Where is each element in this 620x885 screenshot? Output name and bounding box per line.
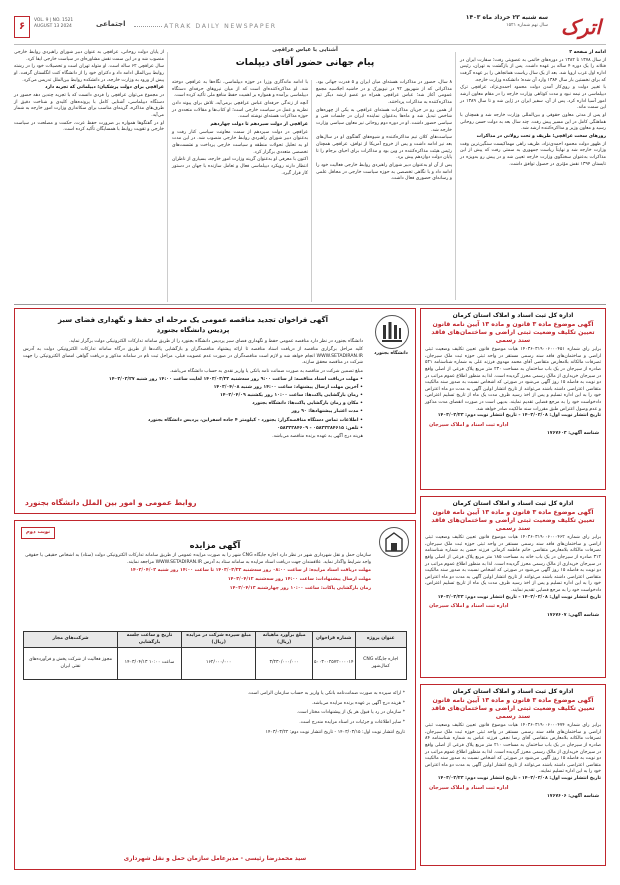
article-headline: پیام جهانی حضور آقای دیپلمات [235, 57, 375, 68]
auction-line: زمان بازگشایی پاکات: ساعت ۱۰:۰۰ روز چهارشنبه ۱۴۰۳/۰۴/۱۳ [229, 585, 371, 591]
table-header-cell: شرکت‌های مجاز [24, 632, 118, 648]
auction-notes [21, 691, 409, 739]
article-paragraph: از همین رو در جریان مذاکرات هسته‌ای عراقچی به یکی از چهره‌های شاخص تبدیل شد و ماه‌ها به‌عنوان نماینده ایران در جلسات فنی و سیاسی حضور داشت. او در دوره دوم روحانی نیز معاون سیاسی وزارت خارجه شد. [316, 107, 452, 133]
auction-signature: سید محمدرضا رئیسی - مدیرعامل سازمان حمل و نقل شهرداری [123, 855, 307, 862]
article-paragraph: با تغییر دولت و روی‌کار آمدن دولت محمود احمدی‌نژاد، عراقچی ترک دیپلماسی در نیمه نبود و مدت کوتاهی وزارت خارجه را در مقام معاون ارشد امور آسیا اداره کرد. پس از آن، سفیر ایران در ژاپن شد و تا سال ۱۳۸۹ در این سمت ماند. [460, 85, 607, 111]
article-paragraph: از پایان دولت روحانی، عراقچی به عنوان دبیر شورای راهبردی روابط خارجی منصوب شد و در این سمت نقش مشاوره‌ای در سیاست خارجی ایفا کرد. [14, 50, 164, 62]
table-cell: اجاره جایگاه CNG کمال‌شهر [355, 648, 407, 680]
auction-title: آگهی مزایده [189, 540, 241, 550]
article-paragraph: در مجموع می‌توان عراقچی را فردی دانست که با تجربه چندین دهه حضور در دستگاه دیپلماسی، آشنایی کامل با پرونده‌های کلیدی و شناخت دقیق از طرف‌های مذاکره، گزینه‌ای مناسب برای سکانداری وزارت امور خارجه به شمار می‌آید. [14, 92, 164, 118]
volume-date: AUGUST 13 2024 [34, 23, 72, 29]
article-header [200, 47, 410, 70]
article-column-2 [316, 80, 452, 302]
issue-date [466, 14, 548, 29]
tender-line: • زمان بازگشایی پاکت‌ها: ساعت ۱۰:۰۰ روز یکشنبه ۱۴۰۳/۰۴/۰۹ [219, 393, 363, 399]
auction-line: سازمان حمل و نقل شهرداری شهر در نظر دارد اجاره جایگاه CNG شهر را به صورت مزایده عمومی از طریق سامانه تدارکات الکترونیکی دولت (ستاد) به اشخاص حقیقی یا حقوقی واجد شرایط واگذار نماید. علاقمندان جهت دریافت اسناد مزایده به سامانه ستاد به آدرس WWW.SETADIRAN.IR مراجعه نمایند. [25, 553, 371, 565]
auction-line: مهلت دریافت اسناد مزایده: از ساعت ۰۸:۰۰ روز سه‌شنبه ۱۴۰۳/۰۳/۲۲ تا ساعت ۱۴:۰۰ روز شنبه ۱۴۰۳/۰۴/۰۲ [130, 568, 371, 574]
column-divider [311, 80, 312, 302]
auction-note: تاریخ انتشار نوبت اول: ۱۴۰۳/۰۳/۱۵ - تاریخ انتشار نوبت دوم: ۱۴۰۳/۰۳/۲۲ [265, 729, 405, 735]
article-subheading: ادامه از صفحه ۲ [569, 50, 606, 55]
notice-signer: اداره ثبت اسناد و املاک سیرجان [429, 422, 509, 429]
article-column-4 [14, 50, 164, 300]
tender-title: آگهی فراخوان تجدید مناقصه عمومی یک مرحله ای حفظ و نگهداری فضای سبز [58, 316, 328, 324]
notice-subtitle: آگهی موضوع ماده ۳ قانون و ماده ۱۳ آیین نامه قانون تعیین تکلیف وضعیت ثبتی اراضی و ساختمان‌های فاقد سند رسمی [431, 320, 595, 344]
tender-line: • آخرین مهلت ارسال پیشنهاد: ساعت ۱۴:۰۰ روز شنبه ۱۴۰۳/۰۴/۰۸ [213, 384, 363, 390]
notice-signer: اداره ثبت اسناد و املاک سیرجان [429, 603, 509, 610]
tender-line: هزینه درج آگهی به عهده برنده مناقصه می‌باشد. [272, 433, 363, 439]
registration-notice [420, 496, 606, 678]
notice-dates: تاریخ انتشار نوبت اول: ۱۴۰۳/۰۳/۰۸ - تاریخ انتشار نوبت دوم: ۱۴۰۳/۰۳/۲۳ [437, 776, 601, 782]
tender-signature: روابط عمومی و امور بین الملل دانشگاه بجنورد [25, 498, 197, 508]
notice-body: برابر رای شماره ۱۴۰۳۶۰۳۱۹۰۰۶۰۰۰۴۵۱ هیات موضوع قانون تعیین تکلیف وضعیت ثبتی اراضی و ساختمان‌های فاقد سند رسمی مستقر در واحد ثبتی حوزه ثبت ملک سیرجان، تصرفات مالکانه بلامعارض متقاضی آقای محمد مهدوی فرزند علی به شماره شناسنامه ۵۲۱ صادره از سیرجان در یک باب ساختمان به مساحت ۲۳۰ متر مربع پلاک فرعی از اصلی واقع در سیرجان خریداری از مالک رسمی محرز گردیده است. لذا به منظور اطلاع عموم مراتب در دو نوبت به فاصله ۱۵ روز آگهی می‌شود در صورتی که اشخاص نسبت به صدور سند مالکیت متقاضی اعتراضی داشته باشند می‌توانند از تاریخ انتشار اولین آگهی به مدت دو ماه اعتراض خود را به این اداره تسلیم و پس از اخذ رسید ظرف مدت یک ماه از تاریخ تسلیم اعتراض، دادخواست خود را به مرجع قضایی تقدیم نمایند. بدیهی است در صورت انقضای مدت مذکور و عدم وصول اعتراض طبق مقررات سند مالکیت صادر خواهد شد. [425, 346, 601, 412]
article-subheading: روزهای سخت عراقچی؛ ظریف و تحت رولانی در مذاکرات [476, 133, 606, 139]
dotted-divider [134, 26, 162, 27]
table-cell: مجوز فعالیت از شرکت پخش و فرآورده‌های نفتی ایران [24, 648, 118, 680]
page-number: ۶ [14, 16, 30, 38]
article-subheading: عراقچی برای دولت پزشکیان؛ دیپلماتی که تجربه دارد [45, 85, 164, 91]
auction-ad [14, 520, 416, 870]
notice-dates: تاریخ انتشار نوبت اول: ۱۴۰۳/۰۳/۰۸ - تاریخ انتشار نوبت دوم: ۱۴۰۳/۰۳/۲۳ [437, 594, 601, 600]
notice-title: اداره کل ثبت اسناد و املاک استان کرمان [452, 500, 574, 507]
university-emblem [375, 315, 409, 349]
table-header-cell: تاریخ و ساعت جلسه بازگشایی [118, 632, 182, 648]
table-cell: ۵۰۰۳۰۰۲۵۷۲۰۰۰۰۱۴ [313, 648, 355, 680]
daily-name: ATRAK DAILY NEWSPAPER [164, 23, 277, 30]
page-info [14, 16, 134, 40]
auction-table [23, 631, 407, 680]
university-logo-icon [379, 319, 405, 345]
auction-note: * سازمان در رد یا قبول هر یک از پیشنهادات مختار است. [296, 710, 405, 716]
tender-line: • مهلت دریافت اسناد مناقصه: از ساعت ۹:۰۰ روز سه‌شنبه ۱۴۰۳/۰۳/۲۲ لغایت ساعت ۱۴:۰۰ روز شنبه ۱۴۰۳/۰۳/۲۷ [108, 376, 363, 382]
section-rule [14, 304, 606, 305]
notice-code: شناسه آگهی: ۱۷۶۷۶۰۶ [546, 794, 599, 800]
tender-line: دانشگاه بجنورد در نظر دارد مناقصه عمومی حفظ و نگهداری فضای سبز پردیس دانشگاه بجنورد را از طریق سامانه تدارکات الکترونیکی دولت برگزار نماید. [68, 339, 363, 344]
notice-body: برابر رای شماره ۱۴۰۳۶۰۳۱۹۰۰۶۰۰۰۴۶۲ هیات موضوع قانون تعیین تکلیف وضعیت ثبتی اراضی و ساختمان‌های فاقد سند رسمی مستقر در واحد ثبتی حوزه ثبت ملک سیرجان، تصرفات مالکانه بلامعارض متقاضی خانم فاطمه کرمانی فرزند حسن به شماره شناسنامه ۳۱۲ صادره از سیرجان در یک باب خانه به مساحت ۱۸۵ متر مربع پلاک فرعی از اصلی واقع در سیرجان خریداری از مالک رسمی محرز گردیده است. لذا به منظور اطلاع عموم مراتب در دو نوبت به فاصله ۱۵ روز آگهی می‌شود در صورتی که اشخاص نسبت به صدور سند مالکیت متقاضی اعتراضی داشته باشند می‌توانند از تاریخ انتشار اولین آگهی به مدت دو ماه اعتراض خود را به این اداره تسلیم و پس از اخذ رسید ظرف مدت یک ماه از تاریخ تسلیم اعتراض، دادخواست خود را به مرجع قضایی تقدیم نمایند. [425, 534, 601, 594]
auction-note: * سایر اطلاعات و جزئیات در اسناد مزایده مندرج است. [299, 719, 405, 725]
article-paragraph: ۸ سال، حضور در مذاکرات هسته‌ای میان ایران و ۵ قدرت جهانی بود. مذاکراتی که از شهریور ۹۲ در نیویورک و در حاشیه اجلاسیه مجمع عمومی آغاز شد؛ عباس عراقچی همراه دو عضو ارشد دیگر تیم مذاکره‌کننده به مذاکرات پرداختند. [316, 80, 452, 105]
tender-line: کلیه مراحل برگزاری مناقصه از دریافت اسناد مناقصه تا ارائه پیشنهاد مناقصه‌گران و بازگشایی پاکت‌ها از طریق درگاه سامانه تدارکات الکترونیکی دولت به آدرس WWW.SETADIRAN.IR انجام خواهد شد و لازم است مناقصه‌گران در صورت عدم عضویت قبلی، مراحل ثبت نام در سامانه مذکور و دریافت گواهی امضای الکترونیکی را جهت شرکت در مناقصه محقق سازند. [23, 347, 363, 366]
newspaper-logo: اترک [560, 15, 602, 39]
article-paragraph: عراقچی در دولت سیزدهم از سمت معاونت سیاسی کنار رفت و به‌عنوان دبیر شورای راهبردی روابط خارجی منصوب شد. در این مدت او به تحلیل تحولات منطقه و سیاست خارجی پرداخت و نشست‌های تخصصی متعددی برگزار کرد. [172, 129, 308, 155]
article-paragraph: از ظهور دولت محمود احمدی‌نژاد، ظریف راهی مهماکیست سنگین‌ترین وقت وزارت خارجه شد و نهایتاً ریاست جمهوری به سمتی رفت که پیش از این مذاکرات به‌عنوان سخنگوی وزارت خارجه تعیین شد و در پیش رو به‌ویژه در تابستان ۱۳۹۴ نقش مؤثری در حصول توافق داشت. [460, 141, 606, 167]
notice-dates: تاریخ انتشار نوبت اول: ۱۴۰۳/۰۳/۰۸ - تاریخ انتشار نوبت دوم: ۱۴۰۳/۰۳/۲۳ [437, 413, 601, 419]
article-paragraph: از سال ۱۳۷۸ تا ۱۳۸۲ در دوره‌های خاتمی به عضویتی رفت؛ سفارت ایران در فنلاند را یک دوره ۴ ساله بر عهده داشت. پس از بازگشت به تهران، رئیس اداره اول غرب اروپا شد. بعد از یک سال ریاست همانجاهی را بر عهده گرفت که برای نخستین بار سال ۱۳۸۴ وارد آن شده؛ دانشکده وزارت خارجه. [460, 57, 606, 83]
article-kicker: آشنایی با عباس عراقچی [272, 47, 338, 53]
date-line: سه شنبه ۲۳ خرداد ماه ۱۴۰۳ [465, 14, 548, 21]
table-header-cell: مبلغ سپرده شرکت در مزایده (ریال) [182, 632, 256, 648]
notice-code: شناسه آگهی: ۱۷۶۷۶۰۷ [546, 612, 599, 618]
notice-title: اداره کل ثبت اسناد و املاک استان کرمان [452, 688, 574, 695]
tender-body [19, 339, 367, 495]
table-cell: ۳/۲۳۰/۰۰۰/۰۰۰ [256, 648, 313, 680]
auction-note: * ارائه سپرده به صورت ضمانت‌نامه بانکی یا واریز به حساب سازمان الزامی است. [247, 691, 405, 696]
column-divider [455, 52, 456, 300]
auction-table-wrap [23, 631, 407, 680]
auction-table-header [24, 632, 407, 648]
registration-notice [420, 684, 606, 866]
article-paragraph: با ادامه ماندگاری وزرا در حوزه دیپلماسی، نگاه‌ها به عراقچی دوخته شد. او مذاکره‌کننده‌ای است که از میان نیروهای حرفه‌ای دستگاه دیپلماسی برآمده و همواره بر اهمیت حفظ منافع ملی تأکید کرده است. [172, 80, 308, 99]
tender-line: مبلغ تضمین شرکت در مناقصه به صورت ضمانت نامه بانکی یا واریز نقدی به حساب دانشگاه می‌باشد. [169, 368, 363, 374]
table-header-cell: عنوان پروژه [355, 632, 407, 648]
issue-number: سال نهم شماره ۱۵۲۱ [506, 22, 548, 28]
tender-line: • مکان و زمان بازگشایی پاکت‌ها: دانشگاه بجنورد [252, 401, 363, 407]
volume-line: VOL. 9 | NO. 1521 [34, 18, 74, 23]
university-name: دانشگاه بجنورد [374, 351, 408, 356]
registration-notice [420, 308, 606, 490]
article-column-3 [172, 80, 308, 302]
tender-line: • تلفن: ۰۵۸۳۲۲۸۴۶۱۵ - ۰۵۸۳۲۲۸۴۶۰۹ [277, 425, 363, 431]
table-row [24, 648, 407, 680]
notice-subtitle: آگهی موضوع ماده ۳ قانون و ماده ۱۳ آیین نامه قانون تعیین تکلیف وضعیت ثبتی اراضی و ساختمان‌های فاقد سند رسمی [431, 696, 595, 720]
article-subheading: عراقچی از دولت سیزدهم تا دولت چهاردهم [210, 121, 308, 127]
article-paragraph: آنچه از زندگی حرفه‌ای عباس عراقچی برمی‌آید، تلاش برای پیوند دادن نظریه و عمل در سیاست خارجی است؛ او کتاب‌ها و مقالات متعددی در حوزه مذاکرات هسته‌ای نوشته است. [172, 100, 308, 120]
notice-subtitle: آگهی موضوع ماده ۳ قانون و ماده ۱۳ آیین نامه قانون تعیین تکلیف وضعیت ثبتی اراضی و ساختمان‌های فاقد سند رسمی [431, 508, 595, 532]
tender-subtitle: پردیس دانشگاه بجنورد [156, 326, 230, 335]
notice-body: برابر رای شماره ۱۴۰۳۶۰۳۱۹۰۰۶۰۰۰۴۷۴ هیات موضوع قانون تعیین تکلیف وضعیت ثبتی اراضی و ساختمان‌های فاقد سند رسمی مستقر در واحد ثبتی حوزه ثبت ملک سیرجان، تصرفات مالکانه بلامعارض متقاضی آقای رضا نجفی فرزند عباس به شماره شناسنامه ۸۴ صادره از سیرجان در یک باب ساختمان به مساحت ۲۱۰ متر مربع پلاک فرعی از اصلی واقع در سیرجان خریداری از مالک رسمی محرز گردیده است. لذا به منظور اطلاع عموم مراتب در دو نوبت به فاصله ۱۵ روز آگهی می‌شود در صورتی که اشخاص نسبت به صدور سند مالکیت متقاضی اعتراضی داشته باشند می‌توانند از تاریخ انتشار اولین آگهی به مدت دو ماه اعتراض خود را به این اداره تسلیم نمایند. [425, 722, 601, 775]
article-paragraph: او در گفتگوها همواره بر ضرورت حفظ عزت، حکمت و مصلحت در سیاست خارجی و تقویت روابط با همسایگان تأکید کرده است. [14, 120, 164, 133]
auction-line: مهلت ارسال پیشنهادات: ساعت ۱۴:۰۰ روز سه‌شنبه ۱۴۰۳/۰۴/۱۲ [227, 576, 371, 582]
auction-body [21, 553, 375, 594]
article-paragraph: اکنون با معرفی او به‌عنوان گزینه وزارت امور خارجه، بسیاری از ناظران انتظار دارند رویکرد دیپلماسی فعال و تعامل سازنده با جهان در دستور کار قرار گیرد. [172, 157, 308, 176]
masthead [14, 12, 606, 42]
tender-line: • مدت اعتبار پیشنهادها: ۹۰ روز [291, 409, 363, 415]
table-cell: ۱۶۲/۰۰۰/۰۰۰ [182, 648, 256, 680]
auction-note: * هزینه درج آگهی بر عهده برنده مزایده می‌باشد. [311, 700, 405, 706]
table-header-cell: مبلغ برآورد ماهیانه (ریال) [256, 632, 313, 648]
auction-round-badge: نوبت دوم [21, 527, 55, 539]
masthead-rule [14, 44, 606, 45]
notice-code: شناسه آگهی: ۱۷۶۷۶۰۳ [546, 431, 599, 437]
university-tender-ad [14, 308, 416, 514]
article-paragraph: پس از آن او به‌عنوان دبیر شورای راهبردی روابط خارجی فعالیت خود را ادامه داد و با نگاهی تخصصی به حوزه سیاست خارجی در محافل علمی و رسانه‌ای حضوری فعال داشت. [316, 162, 452, 182]
notice-title: اداره کل ثبت اسناد و املاک استان کرمان [452, 312, 574, 319]
column-divider [167, 52, 168, 302]
article-column-1 [460, 50, 606, 300]
table-header-cell: شماره فراخوان [313, 632, 355, 648]
table-cell: ساعت ۱۰:۰۰ ۱۴۰۳/۰۴/۱۳ [118, 648, 182, 680]
article-paragraph: سیاست‌های کلان تیم مذاکره‌کننده و شیوه‌های گفتگوی او در سال‌های بعد نیز ادامه داشت و پس از خروج آمریکا از توافق، عراقچی همچنان رئیس هیئت مذاکره‌کننده در وین بود و مذاکرات برای احیای برجام را تا پایان دولت دوازدهم پیش برد. [316, 135, 452, 161]
notice-signer: اداره ثبت اسناد و املاک سیرجان [429, 784, 509, 791]
article-paragraph: سال عراقچی ۶۲ ساله است. او متولد تهران است و تحصیلات خود را در رشته روابط بین‌الملل ادامه داد و دکترای خود را از دانشگاه کنت انگلستان گرفت. او پیش از ورود به وزارت خارجه، در دانشکده روابط بین‌الملل تدریس می‌کرد. [14, 64, 164, 83]
tender-line: • اطلاعات تماس دستگاه مناقصه‌گزار: بجنورد - کیلومتر ۴ جاده اسفراین، پردیس دانشگاه بجنورد [147, 417, 363, 423]
article-paragraph: او پس از مدتی معاون حقوقی و بین‌المللی وزارت خارجه شد و همچنان با هماهنگی کامل در این مسیر پیش رفت. چند سال بعد به دولت حسن روحانی رسید و معاون وزیر و مذاکره‌کننده ارشد شد. [460, 112, 606, 132]
section-name: اجتماعی [96, 20, 126, 28]
volume-info [34, 18, 73, 30]
